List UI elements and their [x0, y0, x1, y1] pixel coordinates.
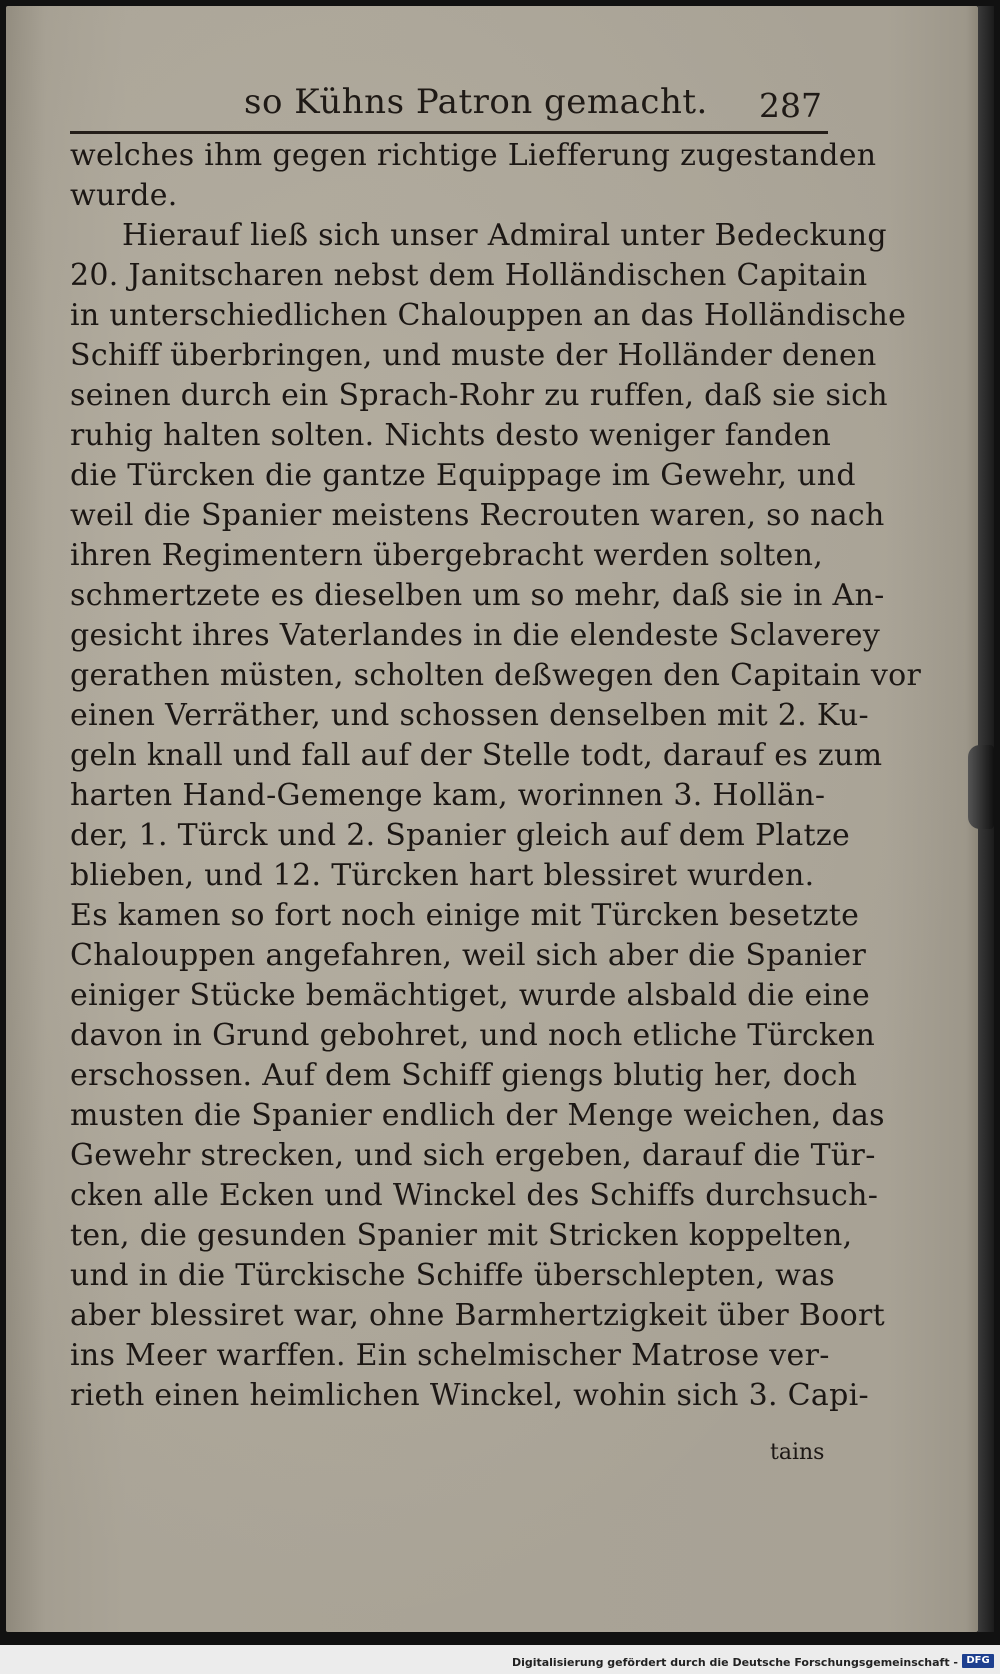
text-line: erschossen. Auf dem Schiff giengs blutig her, doch [70, 1058, 858, 1093]
page-clip [968, 745, 994, 829]
text-line: Chalouppen angefahren, weil sich aber die Spanier [70, 938, 867, 973]
text-line: und in die Türckische Schiffe überschlepten, was [70, 1258, 835, 1293]
digitization-credit: Digitalisierung gefördert durch die Deutsche Forschungsgemeinschaft - [511, 1656, 958, 1669]
text-line: Gewehr strecken, und sich ergeben, darauf die Tür- [70, 1138, 876, 1173]
text-line: in unterschiedlichen Chalouppen an das Holländische [70, 298, 907, 333]
text-line: musten die Spanier endlich der Menge weichen, das [70, 1098, 885, 1133]
body-text [70, 136, 922, 1416]
text-line: Schiff überbringen, und muste der Holländer denen [70, 338, 877, 373]
text-line: welches ihm gegen richtige Liefferung zugestanden [70, 138, 877, 173]
text-line: weil die Spanier meistens Recrouten waren, so nach [70, 498, 885, 533]
page-header [76, 78, 822, 128]
text-line: die Türcken die gantze Equippage im Gewehr, und [70, 458, 856, 493]
text-line: blieben, und 12. Türcken hart blessiret wurden. [70, 858, 815, 893]
text-line: ruhig halten solten. Nichts desto weniger fanden [70, 418, 832, 453]
page-number: 287 [759, 86, 822, 125]
text-line: geln knall und fall auf der Stelle todt, darauf es zum [70, 738, 883, 773]
text-line: davon in Grund gebohret, und noch etliche Türcken [70, 1018, 876, 1053]
text-line: einen Verräther, und schossen denselben mit 2. Ku- [70, 698, 869, 733]
running-head: so Kühns Patron gemacht. [244, 82, 708, 122]
header-rule [70, 131, 828, 134]
text-line: harten Hand-Gemenge kam, worinnen 3. Hollän- [70, 778, 826, 813]
text-line: wurde. [70, 178, 178, 213]
text-line: einiger Stücke bemächtiget, wurde alsbald die eine [70, 978, 871, 1013]
text-line: cken alle Ecken und Winckel des Schiffs durchsuch- [70, 1178, 879, 1213]
text-line: der, 1. Türck und 2. Spanier gleich auf dem Platze [70, 818, 851, 853]
text-line: gesicht ihres Vaterlandes in die elendeste Sclaverey [70, 618, 881, 653]
text-line: ihren Regimentern übergebracht werden solten, [70, 538, 824, 573]
text-line: ins Meer warffen. Ein schelmischer Matrose ver- [70, 1338, 830, 1373]
text-line: schmertzete es dieselben um so mehr, daß sie in An- [70, 578, 885, 613]
dfg-logo[interactable]: DFG [962, 1654, 994, 1668]
text-line: gerathen müsten, scholten deßwegen den Capitain vor [70, 658, 922, 693]
text-line: Es kamen so fort noch einige mit Türcken besetzte [70, 898, 860, 933]
text-line: 20. Janitscharen nebst dem Holländischen Capitain [70, 258, 868, 293]
text-line: Hierauf ließ sich unser Admiral unter Bedeckung [122, 218, 887, 253]
text-line: seinen durch ein Sprach-Rohr zu ruffen, daß sie sich [70, 378, 888, 413]
text-line: ten, die gesunden Spanier mit Stricken koppelten, [70, 1218, 853, 1253]
catchword: tains [770, 1440, 825, 1465]
text-line: rieth einen heimlichen Winckel, wohin sich 3. Capi- [70, 1378, 869, 1413]
text-line: aber blessiret war, ohne Barmhertzigkeit über Boort [70, 1298, 885, 1333]
